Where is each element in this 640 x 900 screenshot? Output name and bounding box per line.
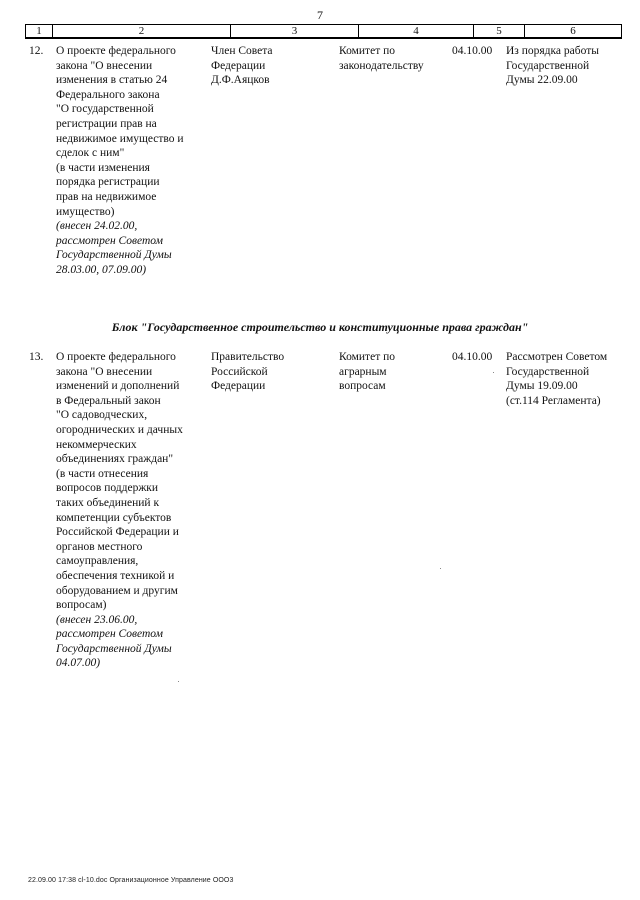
bill-status: Рассмотрен Советом Государственной Думы 19.09.00 (ст.114 Регламента): [506, 351, 608, 407]
scan-speck: [493, 372, 494, 373]
bill-author: Правительство Российской Федерации: [211, 351, 285, 393]
row-number: 13.: [29, 351, 44, 363]
column-header-1: 1: [36, 25, 42, 37]
responsible-committee: Комитет по законодательству: [339, 45, 424, 72]
table-header: [25, 24, 622, 39]
responsible-committee: Комитет по аграрным вопросам: [339, 351, 395, 393]
consideration-date: 04.10.00: [452, 351, 493, 363]
scan-speck: [440, 568, 441, 569]
section-title: Блок "Государственное строительство и конституционные права граждан": [111, 320, 529, 334]
bill-note: (внесен 23.06.00,: [56, 613, 138, 626]
scan-speck: [178, 681, 179, 682]
consideration-date: 04.10.00: [452, 45, 493, 57]
bill-status: Из порядка работы Государственной Думы 22.09.00: [506, 45, 599, 87]
table-row-12: [0, 44, 640, 294]
footer-text: 22.09.00 17:38 cl-10.doc Организационное Управление ООО3: [28, 877, 234, 884]
column-header-4: 4: [413, 25, 419, 37]
column-header-6: 6: [570, 25, 576, 37]
page-number: 7: [317, 8, 323, 22]
column-header-3: 3: [291, 25, 298, 37]
row-number: 12.: [29, 45, 44, 57]
column-header-5: 5: [496, 25, 502, 37]
bill-note: (внесен 24.02.00,: [56, 220, 138, 233]
bill-author: Член Совета Федерации Д.Ф.Аяцков: [211, 45, 273, 87]
bill-title: О проекте федерального закона "О внесении изменений и дополнений в Федеральный закон "О садоводческих, огороднических и дачных некоммерческих объединениях граждан" (в части отнесения вопросов поддержки таких объединений к компетенции субъектов Российской Федерации и органов местного самоуправления, обеспечения техникой и оборудованием и другим вопросам) (внесен 23.06.00, рассмотрен Советом Государственной Думы 04.07.00): [56, 350, 206, 671]
bill-title: О проекте федерального закона "О внесении изменения в статью 24 Федерального закона "О государственной регистрации прав на недвижимое имущество и сделок с ним" (в части изменения порядка регистрации прав на недвижимое имущество) (внесен 24.02.00, рассмотрен Советом Государственной Думы 28.03.00, 07.09.00): [56, 44, 206, 278]
table-row-13: [0, 350, 640, 690]
column-header-2: 2: [138, 25, 145, 37]
